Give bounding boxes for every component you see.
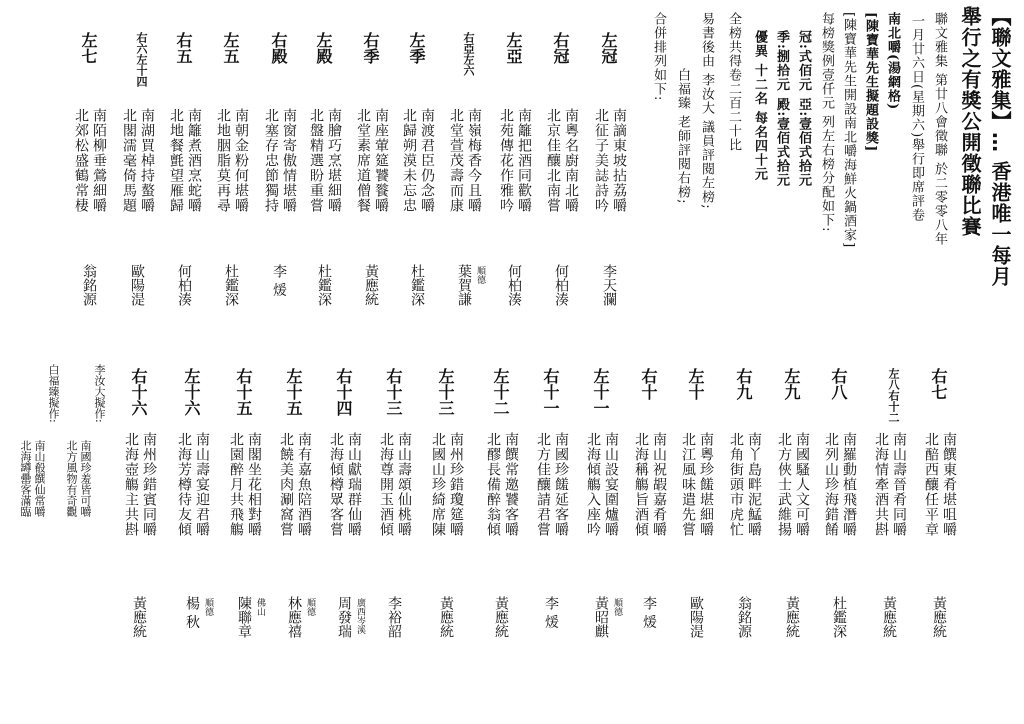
draft-line: 北方風物有奇觀: [65, 440, 78, 517]
couplet-line-1: 南閣坐花相對嚼: [246, 432, 262, 537]
entry-author: 陳聯章: [236, 596, 252, 638]
intro-line: 季:捌拾元 殿:壹佰式拾元: [774, 30, 789, 188]
couplet-line-2: 北地胭脂莫再尋: [215, 108, 231, 213]
entry-rank: 左五: [221, 32, 240, 64]
couplet-line-2: 北海傾觴入座吟: [585, 432, 601, 537]
entry-author: 何柏湊: [176, 264, 192, 306]
entry-author: 李裕韶: [386, 596, 402, 638]
entry-rank: 左十五: [284, 368, 303, 416]
entry-rank: 右十五: [234, 368, 253, 416]
couplet-line-2: 北海芳樽待友傾: [176, 432, 192, 537]
entry-rank: 右亞左六: [462, 32, 475, 76]
couplet-line-1: 南籬把酒同歡嚼: [516, 108, 532, 213]
couplet-line-2: 北塞存忠節獨持: [263, 108, 279, 213]
couplet-line-2: 北園醉月共飛觴: [228, 432, 244, 537]
entry-author: 黃應統: [931, 596, 947, 638]
draft-label: 李汝大擬作:: [93, 364, 106, 423]
entry-rank: 左十三: [436, 368, 455, 416]
entry-rank: 右七: [929, 368, 948, 400]
entry-author: 翁銘源: [736, 596, 752, 638]
entry-author: 黃應統: [493, 596, 509, 638]
couplet-line-1: 南山壽頌仙桃嚼: [396, 432, 412, 537]
intro-line: 聯文雅集 第廿八會徵聯 於二零零八年: [932, 12, 947, 247]
couplet-line-2: 北海情牽酒共斟: [873, 432, 889, 537]
entry-rank: 左九: [782, 368, 801, 400]
intro-line: 冠:式佰元 亞:壹佰式拾元: [796, 30, 811, 188]
couplet-line-2: 北方佳釀請君嘗: [535, 432, 551, 537]
entry-rank: 左殿: [314, 32, 333, 64]
intro-line: [陳寶華先生擬題設獎]: [863, 12, 878, 153]
intro-line: [陳寶華先生開設南北嚼海鮮火鍋酒家]: [841, 12, 856, 249]
entry-rank: 右五: [174, 32, 193, 64]
entry-rank: 右十六: [129, 368, 148, 416]
entry-author: 翁銘源: [81, 264, 97, 306]
entry-rank: 左十二: [491, 368, 510, 416]
entry-author: 李 煖: [271, 264, 287, 297]
couplet-line-2: 北醅西釀任平章: [923, 432, 939, 537]
couplet-line-1: 南湖買棹持螯嚼: [139, 108, 155, 213]
intro-line: 一月廿六日(星期六)舉行即席評卷: [909, 14, 924, 223]
entry-author: 何柏湊: [553, 264, 569, 306]
entry-location: 順德: [203, 598, 213, 616]
entry-author: 杜鑑深: [831, 596, 847, 638]
couplet-line-2: 北堂萱茂壽而康: [448, 108, 464, 213]
couplet-line-1: 南山壽宴迎君嚼: [194, 432, 210, 537]
entry-author: 黃應統: [131, 596, 147, 638]
entry-author: 林應禧: [286, 596, 302, 638]
couplet-line-1: 南羅動植飛潛嚼: [841, 432, 857, 537]
couplet-line-2: 北海傾樽眾客嘗: [328, 432, 344, 537]
entry-author: 歐陽湜: [129, 264, 145, 306]
couplet-line-1: 南有嘉魚陪酒嚼: [296, 432, 312, 537]
entry-rank: 左十: [686, 368, 705, 400]
intro-line: 優異 十二名 每名四十元: [752, 30, 767, 182]
couplet-line-1: 南山祝嘏嘉肴嚼: [651, 432, 667, 537]
couplet-line-2: 北饒美肉涮窩嘗: [278, 432, 294, 537]
draft-line: 南國珍羞皆可嚼: [79, 440, 92, 517]
couplet-line-1: 南丫島畔泥鯭嚼: [746, 432, 762, 537]
entry-author: 黃應統: [881, 596, 897, 638]
entry-rank: 左八右十二: [887, 368, 900, 423]
couplet-line-1: 南座葷筵饕餮嚼: [373, 108, 389, 213]
draft-line: 北海罇罍客滿臨: [19, 440, 32, 517]
intro-line: 合併排列如下:: [651, 12, 666, 102]
couplet-line-2: 北歸朔漠未忘忠: [401, 108, 417, 213]
entry-rank: 右十一: [541, 368, 560, 416]
intro-line: 南北嚼(湯網格): [885, 12, 900, 111]
page-subtitle: 舉行之有獎公開徵聯比賽: [958, 6, 982, 237]
couplet-line-2: 北列山珍海錯餚: [823, 432, 839, 537]
entry-author: 李天瀾: [601, 264, 617, 306]
couplet-line-2: 北海稱觴旨酒傾: [633, 432, 649, 537]
couplet-line-1: 南膾巧烹堪細嚼: [326, 108, 342, 213]
entry-location: 廣西岑溪: [355, 598, 365, 634]
couplet-line-2: 北苑傳花作雅吟: [498, 108, 514, 213]
couplet-line-1: 南州珍錯瓊筵嚼: [448, 432, 464, 537]
couplet-line-1: 南山設宴圍爐嚼: [603, 432, 619, 537]
couplet-line-1: 南饌東肴堪咀嚼: [941, 432, 957, 537]
entry-author: 黃應統: [438, 596, 454, 638]
couplet-line-1: 南饌常邀饕客嚼: [503, 432, 519, 537]
couplet-line-1: 南國騷人文可嚼: [794, 432, 810, 537]
couplet-line-2: 北征子美誌詩吟: [593, 108, 609, 213]
couplet-line-2: 北郊松盛鶴常棲: [73, 108, 89, 213]
couplet-line-1: 南山壽晉肴同嚼: [891, 432, 907, 537]
entry-author: 杜鑑深: [409, 264, 425, 306]
entry-rank: 右九: [734, 368, 753, 400]
couplet-line-1: 南國珍饈延客嚼: [553, 432, 569, 537]
couplet-line-1: 南粵名廚南北嚼: [563, 108, 579, 213]
entry-author: 黃昭麒: [593, 596, 609, 638]
couplet-line-1: 南嶺梅香今且嚼: [466, 108, 482, 213]
entry-rank: 右十三: [384, 368, 403, 416]
couplet-line-2: 北方俠士武維揚: [776, 432, 792, 537]
intro-line: 全榜共得卷二百二十比: [726, 12, 741, 152]
couplet-line-2: 北堂素席道僧餐: [355, 108, 371, 213]
entry-author: 李 煖: [543, 596, 559, 629]
couplet-line-1: 南籬煮酒烹蛇嚼: [186, 108, 202, 213]
entry-rank: 右六左十四: [135, 32, 148, 87]
couplet-line-2: 北國山珍綺席陳: [430, 432, 446, 537]
entry-author: 楊 秋: [184, 596, 200, 629]
draft-line: 南山殽饌仙常嚼: [33, 440, 46, 517]
intro-line: 易書後由 李汝大 議員評閱左榜;: [699, 12, 714, 210]
entry-rank: 右八: [829, 368, 848, 400]
couplet-line-1: 南山獻瑞群仙嚼: [346, 432, 362, 537]
entry-rank: 左亞: [504, 32, 523, 64]
page-title: 【聯文雅集】… 香港唯一每月: [988, 6, 1012, 287]
couplet-line-2: 北地餐氈望雁歸: [168, 108, 184, 213]
entry-author: 葉賀謙: [456, 264, 472, 306]
couplet-line-1: 南朝金粉何堪嚼: [233, 108, 249, 213]
couplet-line-1: 南謫東坡拈荔嚼: [611, 108, 627, 213]
couplet-line-2: 北江風味遣先嘗: [680, 432, 696, 537]
entry-rank: 右十: [639, 368, 658, 400]
entry-rank: 左十一: [591, 368, 610, 416]
entry-location: 順德: [475, 266, 485, 284]
couplet-line-2: 北閣濡毫倚馬題: [121, 108, 137, 213]
draft-label: 白福臻擬作:: [47, 364, 60, 423]
entry-rank: 左十六: [182, 368, 201, 416]
entry-rank: 右冠: [551, 32, 570, 64]
entry-rank: 左季: [407, 32, 426, 64]
couplet-line-2: 北海壺觴主共斟: [123, 432, 139, 537]
entry-author: 黃應統: [363, 264, 379, 306]
entry-rank: 右殿: [269, 32, 288, 64]
entry-author: 李 煖: [641, 596, 657, 629]
entry-author: 歐陽湜: [688, 596, 704, 638]
entry-rank: 右季: [361, 32, 380, 64]
entry-author: 杜鑑深: [223, 264, 239, 306]
couplet-line-2: 北京佳釀北南嘗: [545, 108, 561, 213]
couplet-line-2: 北海尊開玉酒傾: [378, 432, 394, 537]
couplet-line-1: 南州珍錯賓同嚼: [141, 432, 157, 537]
entry-rank: 左七: [79, 32, 98, 64]
entry-author: 何柏湊: [506, 264, 522, 306]
entry-location: 順德: [305, 598, 315, 616]
entry-rank: 左冠: [599, 32, 618, 64]
couplet-line-1: 南粵珍饈堪細嚼: [698, 432, 714, 537]
intro-line: 白福臻 老師評閱右榜;: [675, 68, 690, 205]
intro-line: 每榜獎例壹仟元 列左右榜分配如下:: [819, 12, 834, 233]
couplet-line-2: 北醪長備醉翁傾: [485, 432, 501, 537]
couplet-line-1: 南窗寄傲情堪嚼: [281, 108, 297, 213]
entry-rank: 右十四: [334, 368, 353, 416]
couplet-line-2: 北角街頭市虎忙: [728, 432, 744, 537]
entry-author: 杜鑑深: [316, 264, 332, 306]
couplet-line-2: 北盤精選盼重嘗: [308, 108, 324, 213]
couplet-line-1: 南渡君臣仍念嚼: [419, 108, 435, 213]
entry-author: 黃應統: [784, 596, 800, 638]
entry-location: 順德: [612, 598, 622, 616]
entry-location: 佛山: [255, 598, 265, 616]
entry-author: 周發瑞: [336, 596, 352, 638]
couplet-line-1: 南陌柳垂鶯細嚼: [91, 108, 107, 213]
